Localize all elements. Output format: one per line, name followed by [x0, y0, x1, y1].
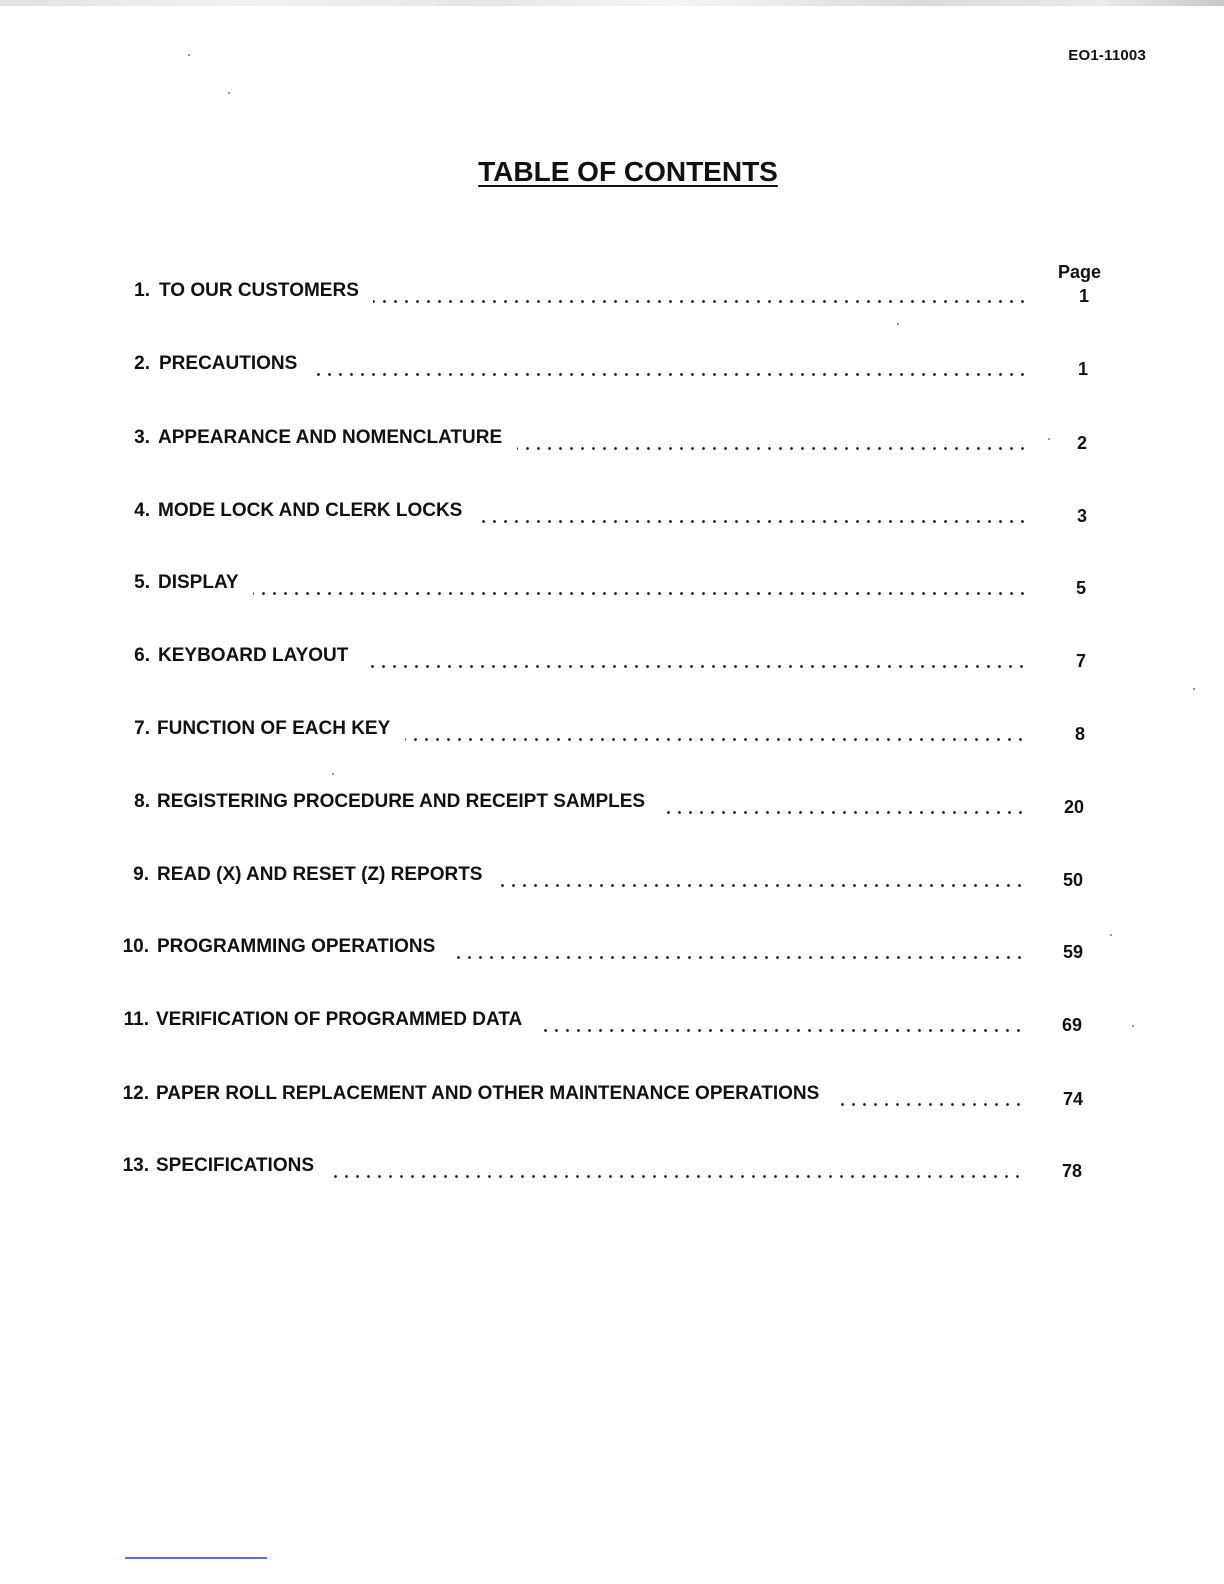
toc-entry[interactable] — [0, 1083, 1224, 1111]
toc-entry-number: 7. — [134, 718, 150, 739]
page-title: TABLE OF CONTENTS — [478, 156, 778, 187]
toc-entry-number: 2. — [134, 353, 150, 374]
toc-entry-title: KEYBOARD LAYOUT — [158, 645, 349, 666]
scan-speck — [1132, 1025, 1134, 1027]
toc-entry[interactable] — [0, 500, 1224, 528]
toc-entry-number: 12. — [122, 1083, 149, 1104]
toc-entry-page: 8 — [1074, 724, 1085, 744]
dot-leader — [312, 373, 1028, 376]
toc-entry-page: 78 — [1061, 1161, 1083, 1181]
scan-speck — [1193, 688, 1195, 690]
dot-leader — [834, 1103, 1024, 1106]
toc-entry[interactable] — [0, 572, 1224, 600]
scan-speck — [1110, 934, 1112, 936]
dot-leader — [517, 447, 1028, 450]
toc-entry[interactable] — [0, 427, 1224, 455]
toc-entry-title: SPECIFICATIONS — [156, 1155, 314, 1176]
toc-entry-page: 59 — [1062, 942, 1084, 962]
dot-leader — [373, 300, 1028, 303]
toc-entry-title: APPEARANCE AND NOMENCLATURE — [158, 427, 503, 448]
toc-entry[interactable] — [0, 864, 1224, 892]
toc-entry-number: 1. — [134, 280, 150, 301]
dot-leader — [537, 1029, 1024, 1032]
toc-entry-number: 11. — [123, 1009, 149, 1030]
toc-entry-page: 74 — [1062, 1089, 1084, 1109]
toc-entry-title: PRECAUTIONS — [159, 353, 298, 374]
toc-entry[interactable] — [0, 353, 1224, 381]
toc-entry-page: 20 — [1063, 797, 1085, 817]
toc-entry-page: 69 — [1061, 1015, 1083, 1035]
toc-entry-page: 1 — [1078, 286, 1089, 306]
dot-leader — [660, 811, 1026, 814]
scan-speck — [1048, 438, 1050, 440]
dot-leader — [450, 956, 1025, 959]
toc-entry-title: VERIFICATION OF PROGRAMMED DATA — [156, 1009, 523, 1030]
toc-entry[interactable] — [0, 280, 1224, 308]
dot-leader — [328, 1175, 1023, 1178]
scan-speck — [332, 773, 334, 775]
document-number: EO1-11003 — [1068, 47, 1146, 64]
toc-entry-page: 1 — [1077, 359, 1088, 379]
toc-entry-title: FUNCTION OF EACH KEY — [157, 718, 391, 739]
scan-speck — [188, 54, 190, 56]
toc-entry[interactable] — [0, 1155, 1224, 1183]
toc-entry[interactable] — [0, 936, 1224, 964]
toc-entry[interactable] — [0, 718, 1224, 746]
toc-entry-title: READ (X) AND RESET (Z) REPORTS — [157, 864, 483, 885]
dot-leader — [497, 884, 1025, 887]
scan-speck — [897, 323, 899, 325]
toc-entry-number: 8. — [134, 791, 150, 812]
toc-entry-number: 10. — [122, 936, 149, 957]
dot-leader — [363, 665, 1027, 668]
dot-leader — [405, 738, 1026, 741]
dot-leader — [477, 520, 1028, 523]
toc-entry-page: 3 — [1076, 506, 1087, 526]
toc-entry-page: 50 — [1062, 870, 1084, 890]
toc-entry[interactable] — [0, 1009, 1224, 1037]
toc-entry[interactable] — [0, 791, 1224, 819]
toc-entry-title: TO OUR CUSTOMERS — [159, 280, 359, 301]
toc-entry-title: PROGRAMMING OPERATIONS — [157, 936, 436, 957]
toc-entry-title: MODE LOCK AND CLERK LOCKS — [158, 500, 463, 521]
toc-entry-title: PAPER ROLL REPLACEMENT AND OTHER MAINTENANCE OPERATIONS — [156, 1083, 820, 1104]
page-column-label: Page — [1058, 262, 1102, 282]
toc-entry[interactable] — [0, 645, 1224, 673]
toc-entry-number: 5. — [134, 572, 150, 593]
toc-entry-title: DISPLAY — [158, 572, 239, 593]
dot-leader — [253, 592, 1028, 595]
toc-entry-number: 6. — [134, 645, 150, 666]
toc-entry-page: 2 — [1076, 433, 1087, 453]
toc-entry-page: 7 — [1075, 651, 1086, 671]
toc-entry-number: 9. — [133, 864, 149, 885]
scan-speck — [228, 92, 230, 94]
bottom-rule — [125, 1557, 267, 1559]
toc-entry-number: 13. — [122, 1155, 149, 1176]
toc-entry-page: 5 — [1075, 578, 1086, 598]
toc-entry-number: 4. — [134, 500, 150, 521]
toc-entry-title: REGISTERING PROCEDURE AND RECEIPT SAMPLES — [157, 791, 646, 812]
toc-entry-number: 3. — [134, 427, 150, 448]
